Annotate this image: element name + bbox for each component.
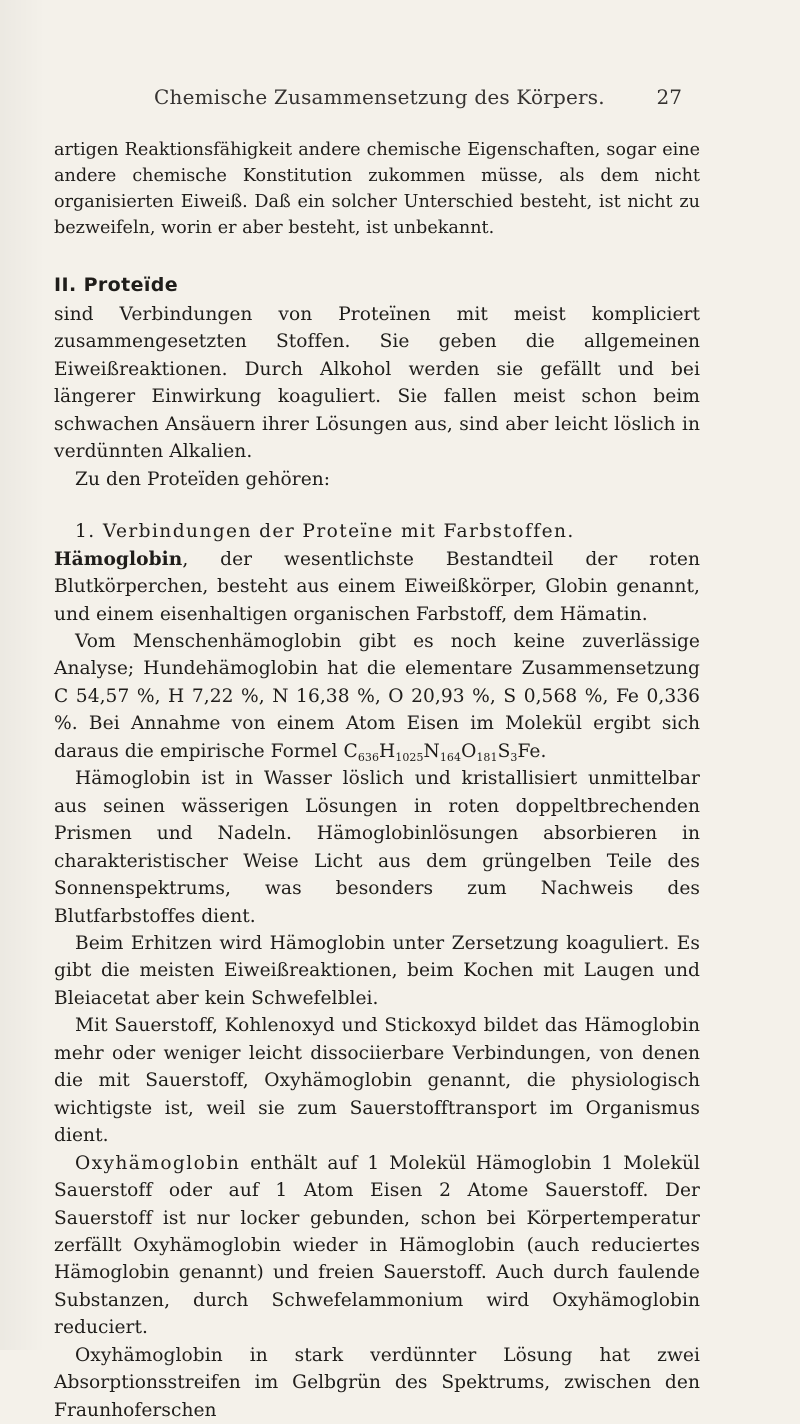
- page-header: [120, 84, 682, 110]
- empirical-formula: [344, 741, 547, 762]
- formula-n-symbol: N: [423, 740, 440, 762]
- formula-fe-symbol: Fe: [517, 740, 541, 762]
- formula-h-subscript: 1025: [395, 750, 424, 764]
- formula-c-subscript: 636: [357, 750, 380, 764]
- formula-s-subscript: 3: [510, 750, 518, 764]
- section-heading-proteide: II. Proteïde: [54, 274, 179, 296]
- oxyhemoglobin-term: Oxyhämoglobin: [75, 1152, 241, 1174]
- oxyhemoglobin-text: enthält auf 1 Molekül Hämoglobin 1 Molekül Sauerstoff oder auf 1 Atom Eisen 2 Atome Sauerstoff. Der Sauerstoff ist nur locker gebunden, schon bei Körpertemperatur zerfällt Oxyhämoglobin wieder in Hämoglobin (auch reduciertes Hämoglobin genannt) und freien Sauerstoff. Auch durch faulende Substanzen, durch Schwefelammonium wird Oxyhämoglobin reduciert.: [54, 1152, 700, 1339]
- paragraph-gap: [54, 493, 700, 518]
- formula-n-subscript: 164: [439, 750, 462, 764]
- hemoglobin-heating-paragraph: Beim Erhitzen wird Hämoglobin unter Zersetzung koaguliert. Es gibt die meisten Eiweißreaktionen, beim Kochen mit Laugen und Bleiacetat aber kein Schwefelblei.: [54, 932, 700, 1009]
- oxyhemoglobin-paragraph: [54, 1150, 700, 1342]
- hemoglobin-analysis-paragraph: [54, 628, 700, 765]
- hemoglobin-solubility-paragraph: Hämoglobin ist in Wasser löslich und kristallisiert unmittelbar aus seinen wässerigen Lösungen in roten doppeltbrechenden Prismen und Nadeln. Hämoglobinlösungen absorbieren in charakteristischer Weise Licht aus dem grüngelben Teile des Sonnenspektrums, was besonders zum Nachweis des Blutfarbstoffes dient.: [54, 768, 700, 927]
- hemoglobin-definition-text: , der wesentlichste Bestandteil der roten Blutkörperchen, besteht aus einem Eiweißkörper, Globin genannt, und einem eisenhaltigen organischen Farbstoff, dem Hämatin.: [54, 548, 700, 625]
- hemoglobin-definition-paragraph: [54, 546, 700, 628]
- intro-paragraph: artigen Reaktionsfähigkeit andere chemische Eigenschaften, sogar eine andere chemische Konstitution zukommen müsse, als dem nicht organisierten Eiweiß. Daß ein solcher Unterschied besteht, ist nicht zu bezweifeln, worin er aber besteht, ist unbekannt.: [54, 140, 700, 238]
- formula-ending: .: [540, 740, 547, 762]
- subsection-title-farbstoffe: 1. Verbindungen der Proteïne mit Farbstoffen.: [75, 521, 575, 543]
- hemoglobin-compounds-paragraph: Mit Sauerstoff, Kohlenoxyd und Stickoxyd bildet das Hämoglobin mehr oder weniger leicht dissociierbare Verbindungen, von denen die mit Sauerstoff, Oxyhämoglobin genannt, die physiologisch wichtigste ist, weil sie zum Sauerstofftransport im Organismus dient.: [54, 1015, 700, 1147]
- formula-c-symbol: C: [343, 740, 358, 762]
- formula-s-symbol: S: [497, 740, 511, 762]
- hemoglobin-term: Hämoglobin: [54, 548, 183, 570]
- page-body: [54, 137, 700, 1424]
- oxyhemoglobin-absorption-paragraph: Oxyhämoglobin in stark verdünnter Lösung hat zwei Absorptionsstreifen im Gelbgrün des Spektrums, zwischen den Fraunhoferschen: [54, 1344, 700, 1421]
- page-number: 27: [656, 85, 682, 109]
- proteide-definition-paragraph: sind Verbindungen von Proteïnen mit meist kompliciert zusammengesetzten Stoffen. Sie geben die allgemeinen Eiweißreaktionen. Durch Alkohol werden sie gefällt und bei längerer Einwirkung koaguliert. Sie fallen meist schon beim schwachen Ansäuern ihrer Lösungen aus, sind aber leicht löslich in verdünnten Alkalien.: [54, 304, 700, 463]
- proteide-group-intro: Zu den Proteïden gehören:: [75, 468, 331, 490]
- formula-h-symbol: H: [379, 740, 396, 762]
- running-title: Chemische Zusammensetzung des Körpers.: [154, 85, 605, 109]
- formula-o-subscript: 181: [476, 750, 498, 764]
- formula-o-symbol: O: [461, 740, 477, 762]
- hemoglobin-analysis-text: Vom Menschenhämoglobin gibt es noch keine zuverlässige Analyse; Hundehämoglobin hat die elementare Zusammensetzung C 54,57 %, H 7,22 %, N 16,38 %, O 20,93 %, S 0,568 %, Fe 0,336 %. Bei Annahme von einem Atom Eisen im Molekül ergibt sich daraus die empirische Formel: [54, 630, 700, 762]
